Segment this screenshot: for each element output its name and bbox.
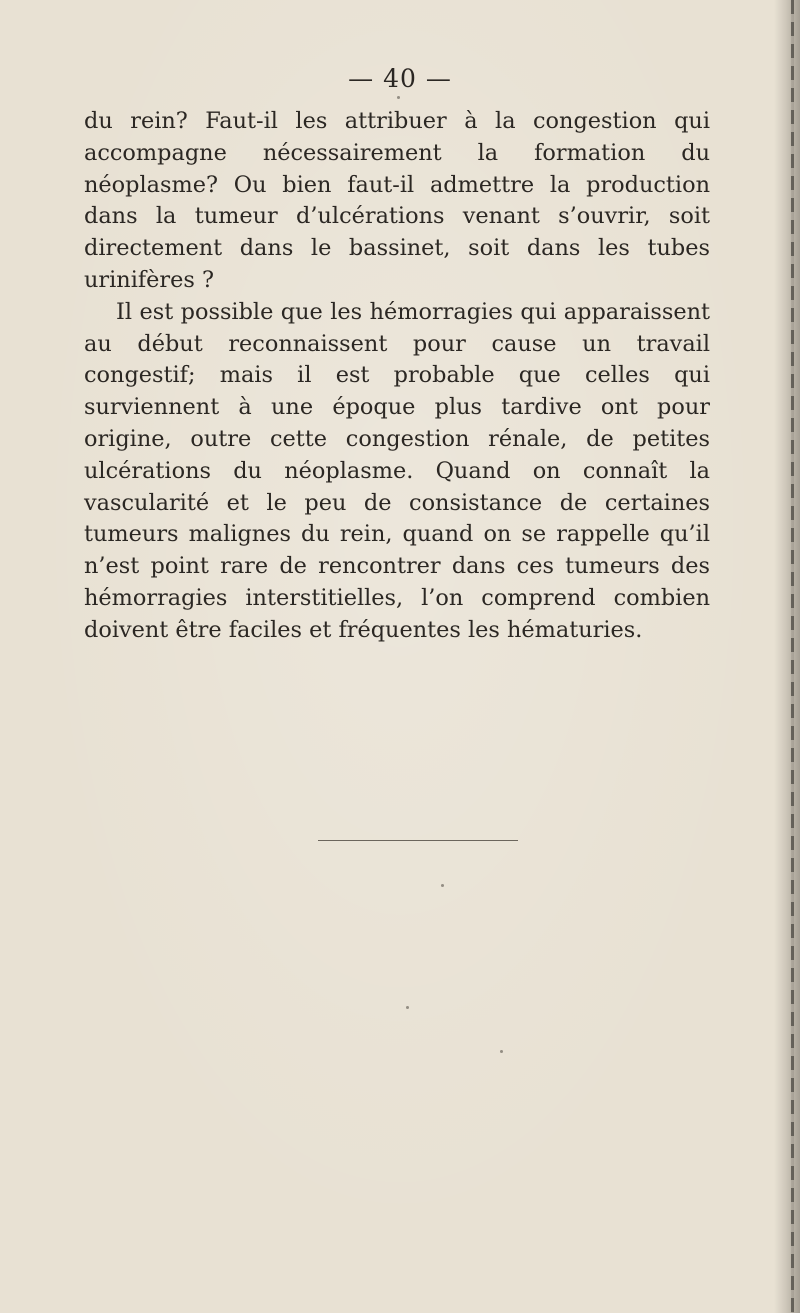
paper-speck	[500, 1050, 503, 1053]
paper-speck	[441, 884, 444, 887]
paper-speck	[406, 1006, 409, 1009]
page-number: — 40 —	[348, 64, 452, 93]
section-divider-rule	[318, 840, 518, 841]
paragraph-2: Il est possible que les hémorragies qui apparaissent au début reconnaissent pour cause un travail congestif; mais il est probable que celles qui surviennent à une époque plus tardive ont pour origine, outre cette congestion rénale, de petites ulcérations du néoplasme. Quand on connaît la vascularité et le peu de consistance de certaines tumeurs malignes du rein, quand on se rappelle qu’il n’est point rare de rencontrer dans ces tumeurs des hémorragies interstitielles, l’on comprend combien doivent être faciles et fréquentes les hématuries.	[84, 298, 710, 643]
paragraph-1: du rein? Faut-il les attribuer à la congestion qui accompagne nécessairement la formation du néoplasme? Ou bien faut-il admettre la production dans la tumeur d’ulcérations venant s’ouvrir, soit directement dans le bassinet, soit dans les tubes urinifères ?	[84, 108, 710, 293]
body-text	[84, 106, 710, 647]
paper-speck	[397, 96, 400, 99]
page-edge-binding	[791, 0, 794, 1313]
page-edge-shadow	[774, 0, 800, 1313]
